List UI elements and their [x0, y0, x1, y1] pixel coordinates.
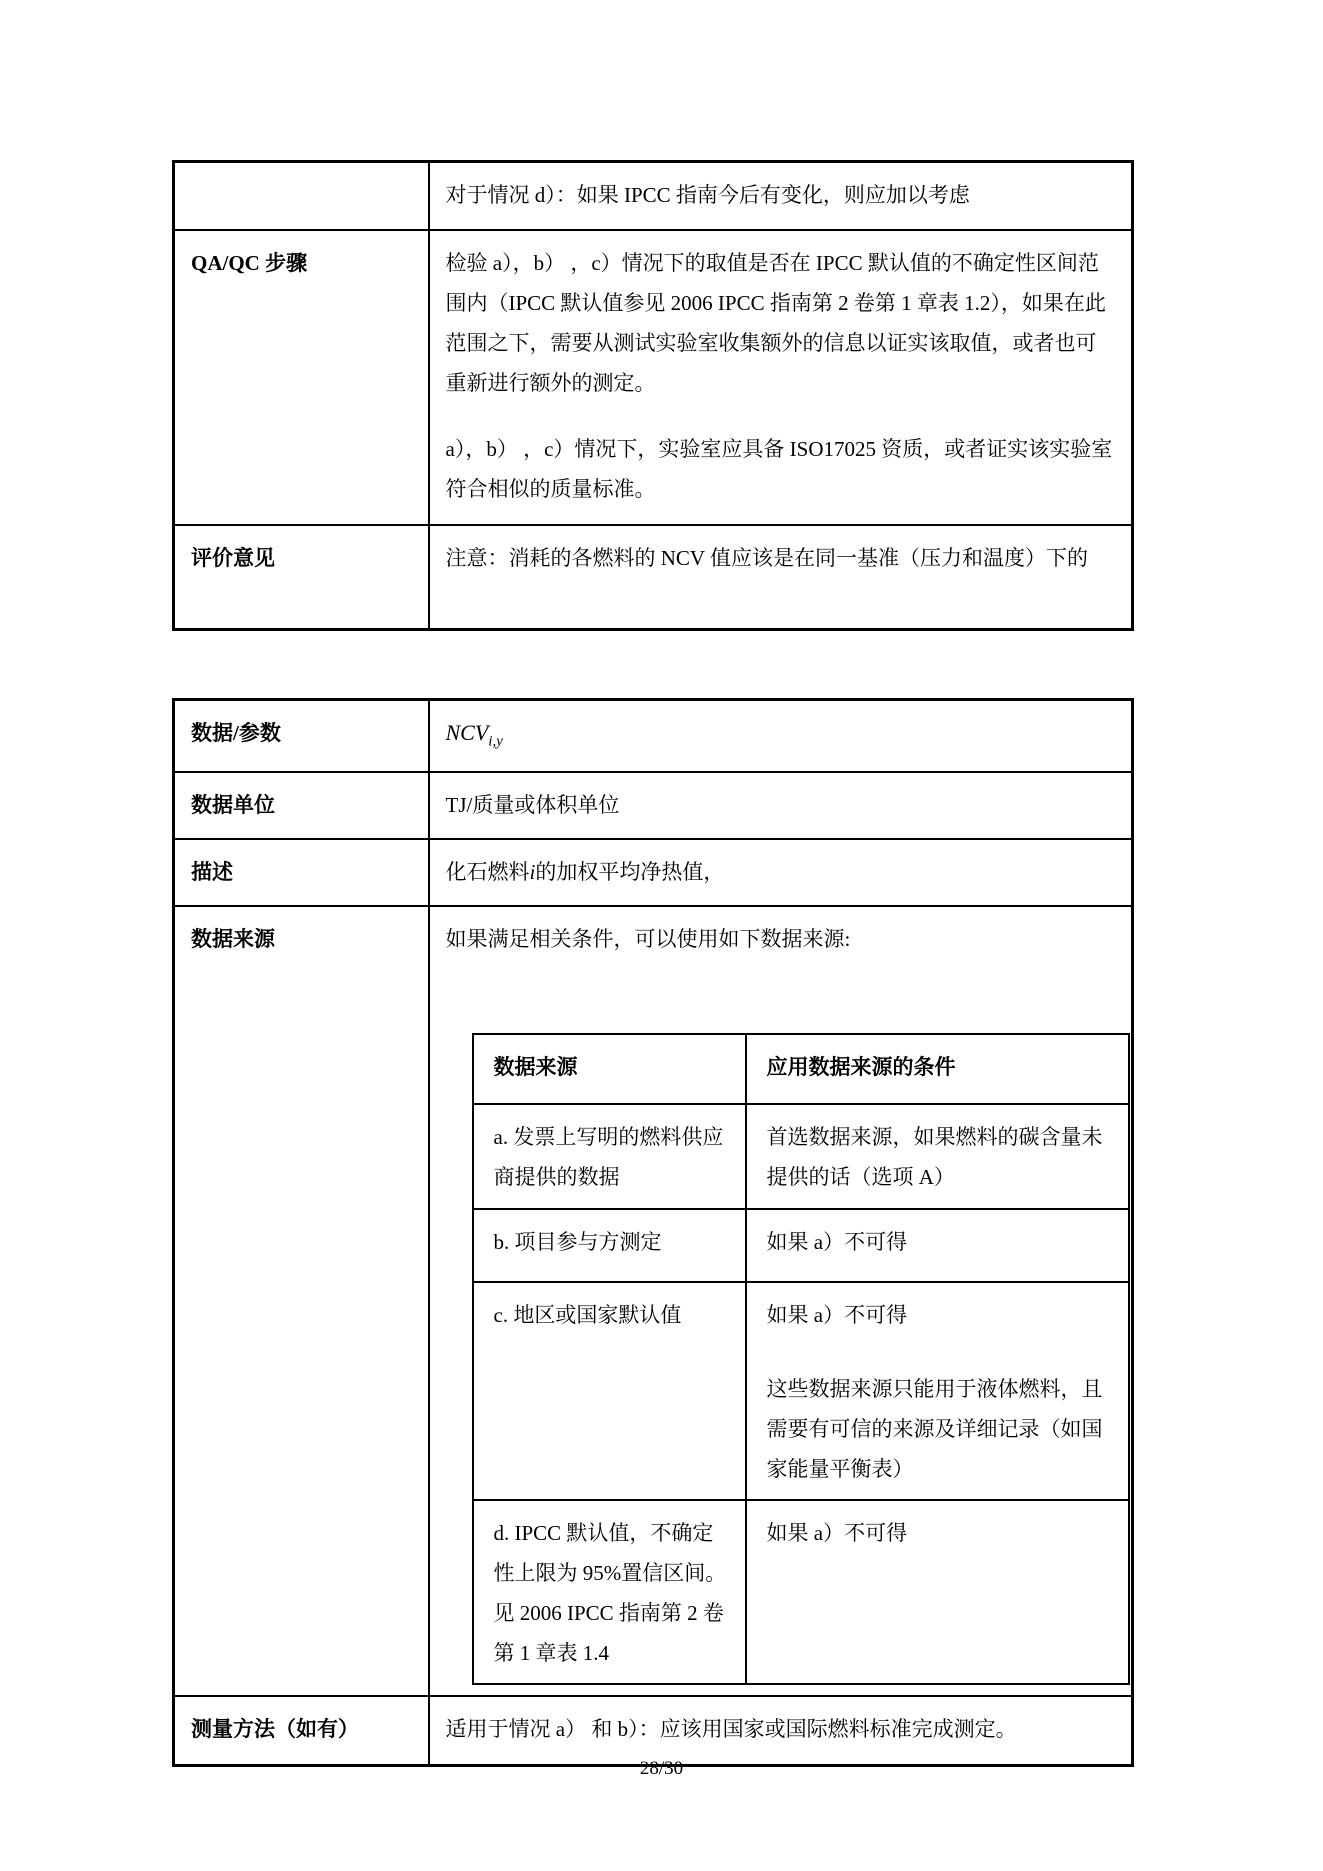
description-label: 描述 — [174, 839, 429, 906]
ncv-formula: $NCV_{i,y}$ — [445, 720, 503, 750]
paragraph: 如果 a）不可得 — [766, 1230, 908, 1255]
paragraph: a. 发票上写明的燃料供应商提供的数据 — [493, 1125, 724, 1190]
paragraph: 对于情况 d）：如果 IPCC 指南今后有变化，则应加以考虑 — [445, 183, 970, 207]
paragraph: c. 地区或国家默认值 — [493, 1303, 682, 1328]
nested-table-row — [473, 1209, 1129, 1282]
parameter-table — [172, 698, 1134, 1767]
paragraph: 这些数据来源只能用于液体燃料，且需要有可信的来源及详细记录（如国家能量平衡表） — [766, 1377, 1103, 1482]
qaqc-table — [172, 160, 1134, 631]
label-cell-empty — [174, 162, 429, 230]
paragraph: 检验 a），b） ，c）情况下的取值是否在 IPCC 默认值的不确定性区间范围内（IPCC 默认值参见 2006 IPCC 指南第 2 卷第 1 章表 1.2），如果在此范围之下，需要从测试实验室收集额外的信息以证实该取值，或者也可重新进行额外的测定。 — [445, 250, 1106, 395]
page-number: 28/30 — [639, 1758, 684, 1779]
nested-source-cell — [473, 1282, 746, 1500]
data-source-options-table — [472, 1033, 1130, 1685]
measurement-method-label: 测量方法（如有） — [174, 1696, 429, 1765]
nested-source-cell — [473, 1104, 746, 1209]
paragraph: 如果 a）不可得 — [766, 1521, 908, 1546]
nested-table-row — [473, 1104, 1129, 1209]
unit-label: 数据单位 — [174, 772, 429, 839]
measurement-method-value: 适用于情况 a） 和 b）：应该用国家或国际燃料标准完成测定。 — [429, 1696, 1133, 1765]
nested-header-source: 数据来源 — [473, 1034, 746, 1104]
paragraph: d. IPCC 默认值，不确定性上限为 95%置信区间。见 2006 IPCC 指南第 2 卷第 1 章表 1.4 — [493, 1521, 727, 1666]
unit-value: TJ/质量或体积单位 — [429, 772, 1133, 839]
nested-condition-cell — [746, 1500, 1129, 1684]
nested-table-row — [473, 1282, 1129, 1500]
nested-condition-cell — [746, 1282, 1129, 1500]
nested-condition-cell — [746, 1104, 1129, 1209]
nested-source-cell — [473, 1209, 746, 1282]
nested-header-condition: 应用数据来源的条件 — [746, 1034, 1129, 1104]
paragraph: 注意：消耗的各燃料的 NCV 值应该是在同一基准（压力和温度）下的 — [445, 545, 1088, 570]
nested-condition-cell — [746, 1209, 1129, 1282]
fuel-index-i: i — [529, 860, 536, 885]
nested-source-cell — [473, 1500, 746, 1684]
paragraph: 首选数据来源，如果燃料的碳含量未提供的话（选项 A） — [766, 1125, 1103, 1190]
param-value — [429, 700, 1133, 773]
case-d-cell — [429, 162, 1133, 230]
description-value: 化石燃料i的加权平均净热值， — [429, 839, 1133, 906]
paragraph: a），b） ，c）情况下，实验室应具备 ISO17025 资质，或者证实该实验室符合相似的质量标准。 — [445, 436, 1113, 501]
paragraph: b. 项目参与方测定 — [493, 1230, 662, 1255]
assessment-label: 评价意见 — [174, 525, 429, 630]
qaqc-content — [429, 230, 1133, 525]
paragraph: 如果 a）不可得 — [766, 1303, 908, 1328]
qaqc-label: QA/QC 步骤 — [174, 230, 429, 525]
data-source-label: 数据来源 — [174, 906, 429, 1696]
param-label: 数据/参数 — [174, 700, 429, 773]
data-source-cell — [429, 906, 1133, 1696]
assessment-content — [429, 525, 1133, 630]
data-source-intro: 如果满足相关条件，可以使用如下数据来源: — [445, 927, 851, 952]
nested-table-row — [473, 1500, 1129, 1684]
